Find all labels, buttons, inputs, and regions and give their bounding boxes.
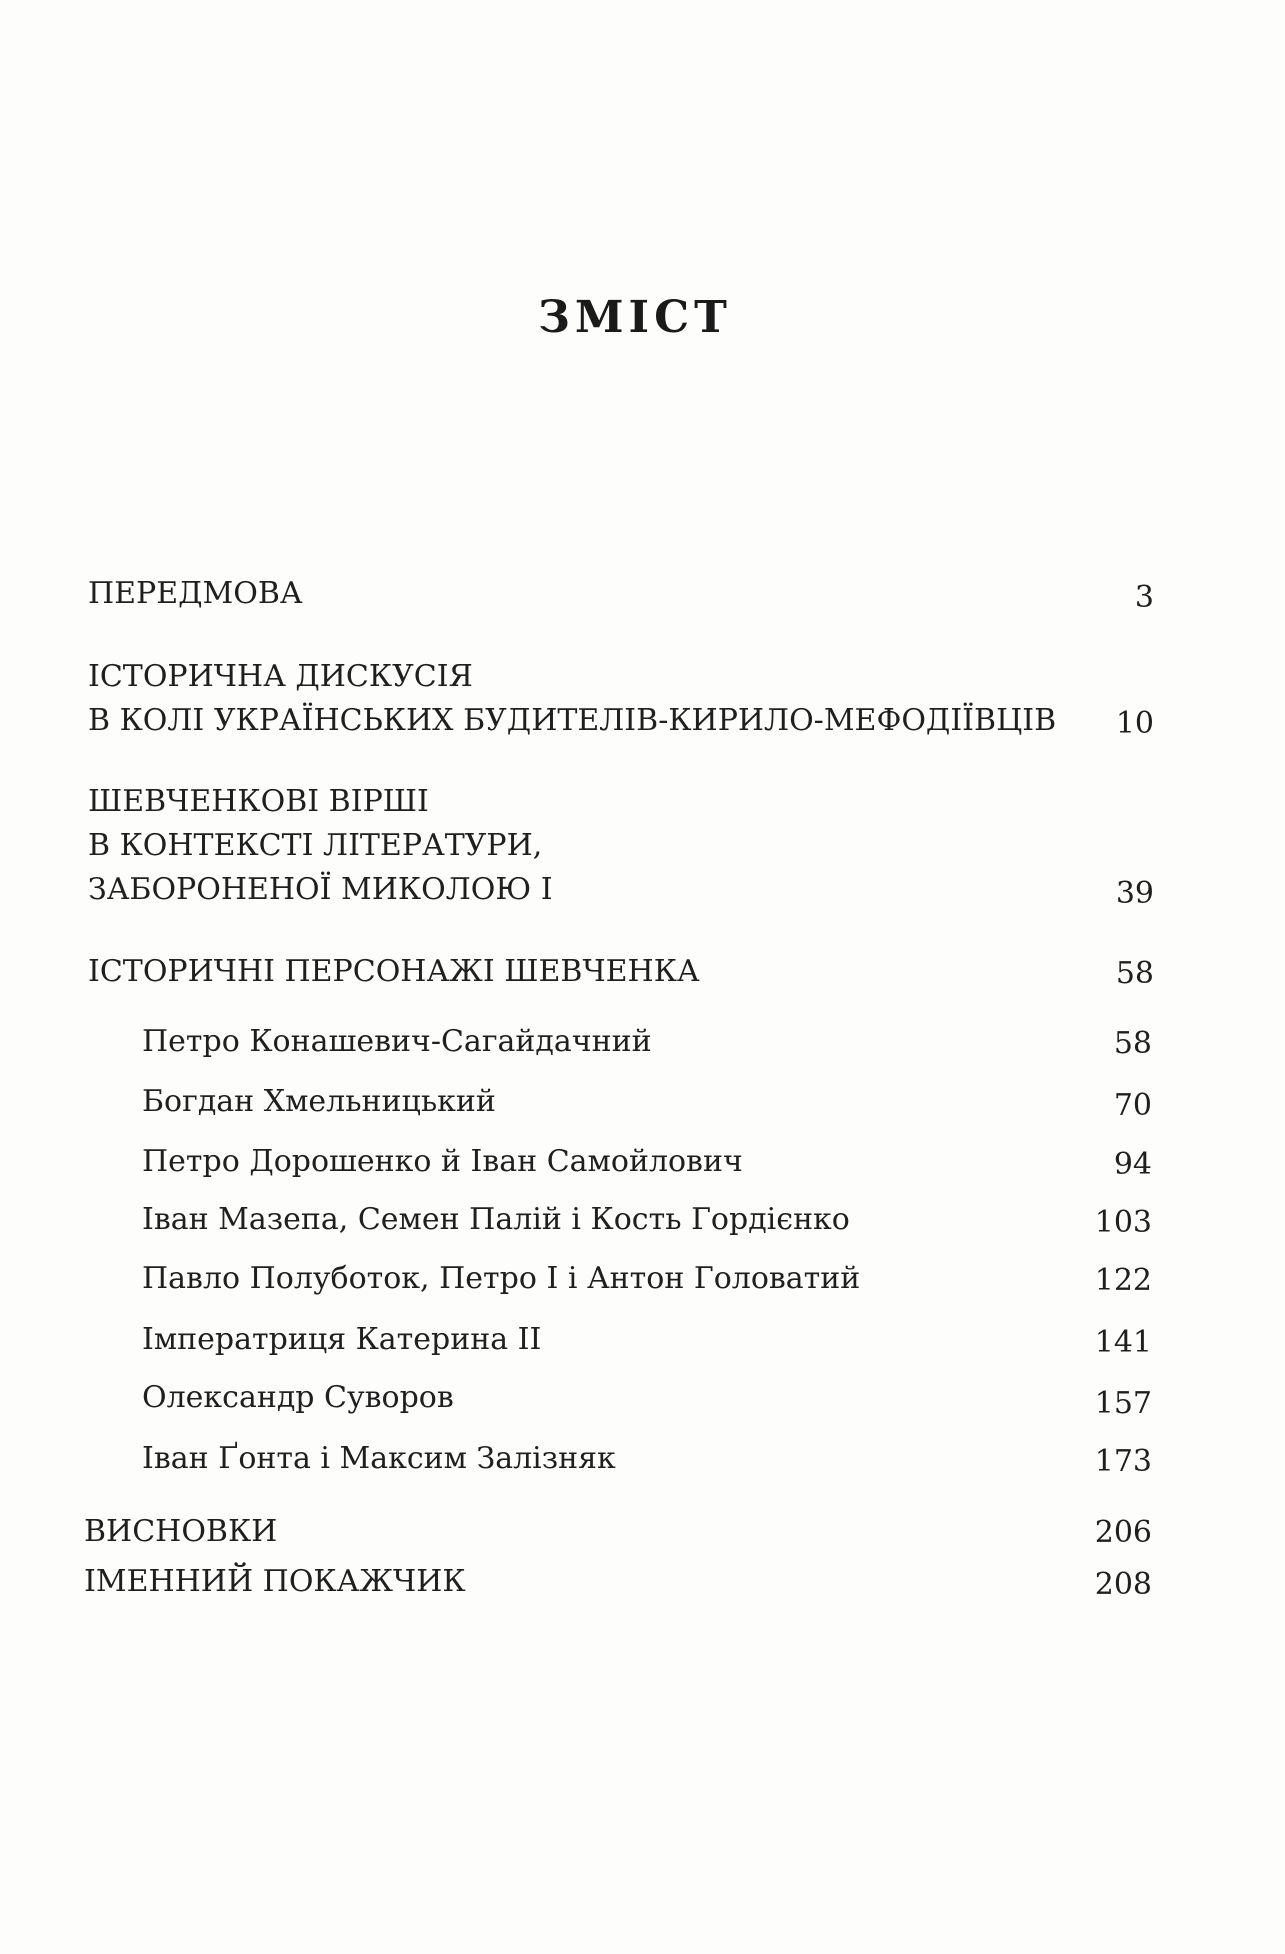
toc-subentry-title: Богдан Хмельницький	[142, 1084, 496, 1119]
toc-entry-shevchenko-poems[interactable]	[88, 780, 1154, 915]
toc-subentry[interactable]	[142, 1318, 1152, 1361]
toc-subentry-title: Павло Полуботок, Петро І і Антон Головатий	[142, 1261, 861, 1296]
toc-subentry[interactable]	[142, 1080, 1152, 1123]
toc-subentry[interactable]	[142, 1140, 1152, 1183]
toc-page-number: 103	[1094, 1205, 1152, 1240]
toc-page-number: 206	[1094, 1515, 1152, 1550]
toc-page-number: 173	[1094, 1444, 1152, 1479]
toc-subentry[interactable]	[142, 1198, 1152, 1241]
toc-page-number: 122	[1094, 1263, 1152, 1298]
toc-subentry-title: Петро Конашевич-Сагайдачний	[142, 1024, 652, 1059]
toc-page-number: 208	[1094, 1567, 1152, 1602]
toc-subentry-title: Іван Мазепа, Семен Палій і Кость Гордієнко	[142, 1202, 850, 1237]
toc-subentry[interactable]	[142, 1257, 1152, 1300]
toc-entry-name-index[interactable]	[84, 1560, 1152, 1603]
toc-entry-title: ПЕРЕДМОВА	[88, 576, 303, 611]
toc-page-number: 157	[1094, 1386, 1152, 1421]
toc-subentry[interactable]	[142, 1020, 1152, 1063]
toc-entry-historical-characters[interactable]	[88, 950, 1154, 993]
toc-page-number: 58	[1115, 956, 1154, 991]
toc-entry-title-line-2: В КОЛІ УКРАЇНСЬКИХ БУДИТЕЛІВ-КИРИЛО-МЕФОДІЇВЦІВ	[88, 703, 1057, 738]
toc-entry-title-line-3: ЗАБОРОНЕНОЇ МИКОЛОЮ І	[88, 872, 553, 907]
toc-entry-preface[interactable]	[88, 572, 1154, 615]
toc-entry-title-line-1: ШЕВЧЕНКОВІ ВІРШІ	[88, 784, 429, 819]
toc-entry-conclusions[interactable]	[84, 1510, 1152, 1553]
toc-subentry[interactable]	[142, 1376, 1152, 1419]
toc-subentry-title: Петро Дорошенко й Іван Самойлович	[142, 1144, 743, 1179]
toc-page-number: 94	[1113, 1147, 1152, 1182]
toc-page-number: 10	[1115, 706, 1154, 741]
toc-entry-title: ІСТОРИЧНІ ПЕРСОНАЖІ ШЕВЧЕНКА	[88, 954, 700, 989]
toc-entry-historical-discussion[interactable]	[88, 655, 1154, 745]
toc-page-number: 141	[1094, 1325, 1152, 1360]
toc-entry-title: ВИСНОВКИ	[84, 1514, 278, 1549]
toc-subentry-title: Імператриця Катерина ІІ	[142, 1322, 542, 1357]
toc-page-number: 70	[1113, 1088, 1152, 1123]
toc-entry-title-line-2: В КОНТЕКСТІ ЛІТЕРАТУРИ,	[88, 828, 543, 863]
toc-page-number: 58	[1113, 1026, 1152, 1061]
toc-page-number: 3	[1134, 580, 1154, 615]
toc-subentry-title: Іван Ґонта і Максим Залізняк	[142, 1441, 616, 1476]
toc-page-number: 39	[1115, 876, 1154, 911]
toc-title: ЗМІСТ	[538, 292, 732, 343]
toc-entry-title: ІМЕННИЙ ПОКАЖЧИК	[84, 1564, 466, 1599]
toc-subentry-title: Олександр Суворов	[142, 1380, 454, 1415]
toc-subentry[interactable]	[142, 1437, 1152, 1480]
toc-entry-title-line-1: ІСТОРИЧНА ДИСКУСІЯ	[88, 659, 473, 694]
